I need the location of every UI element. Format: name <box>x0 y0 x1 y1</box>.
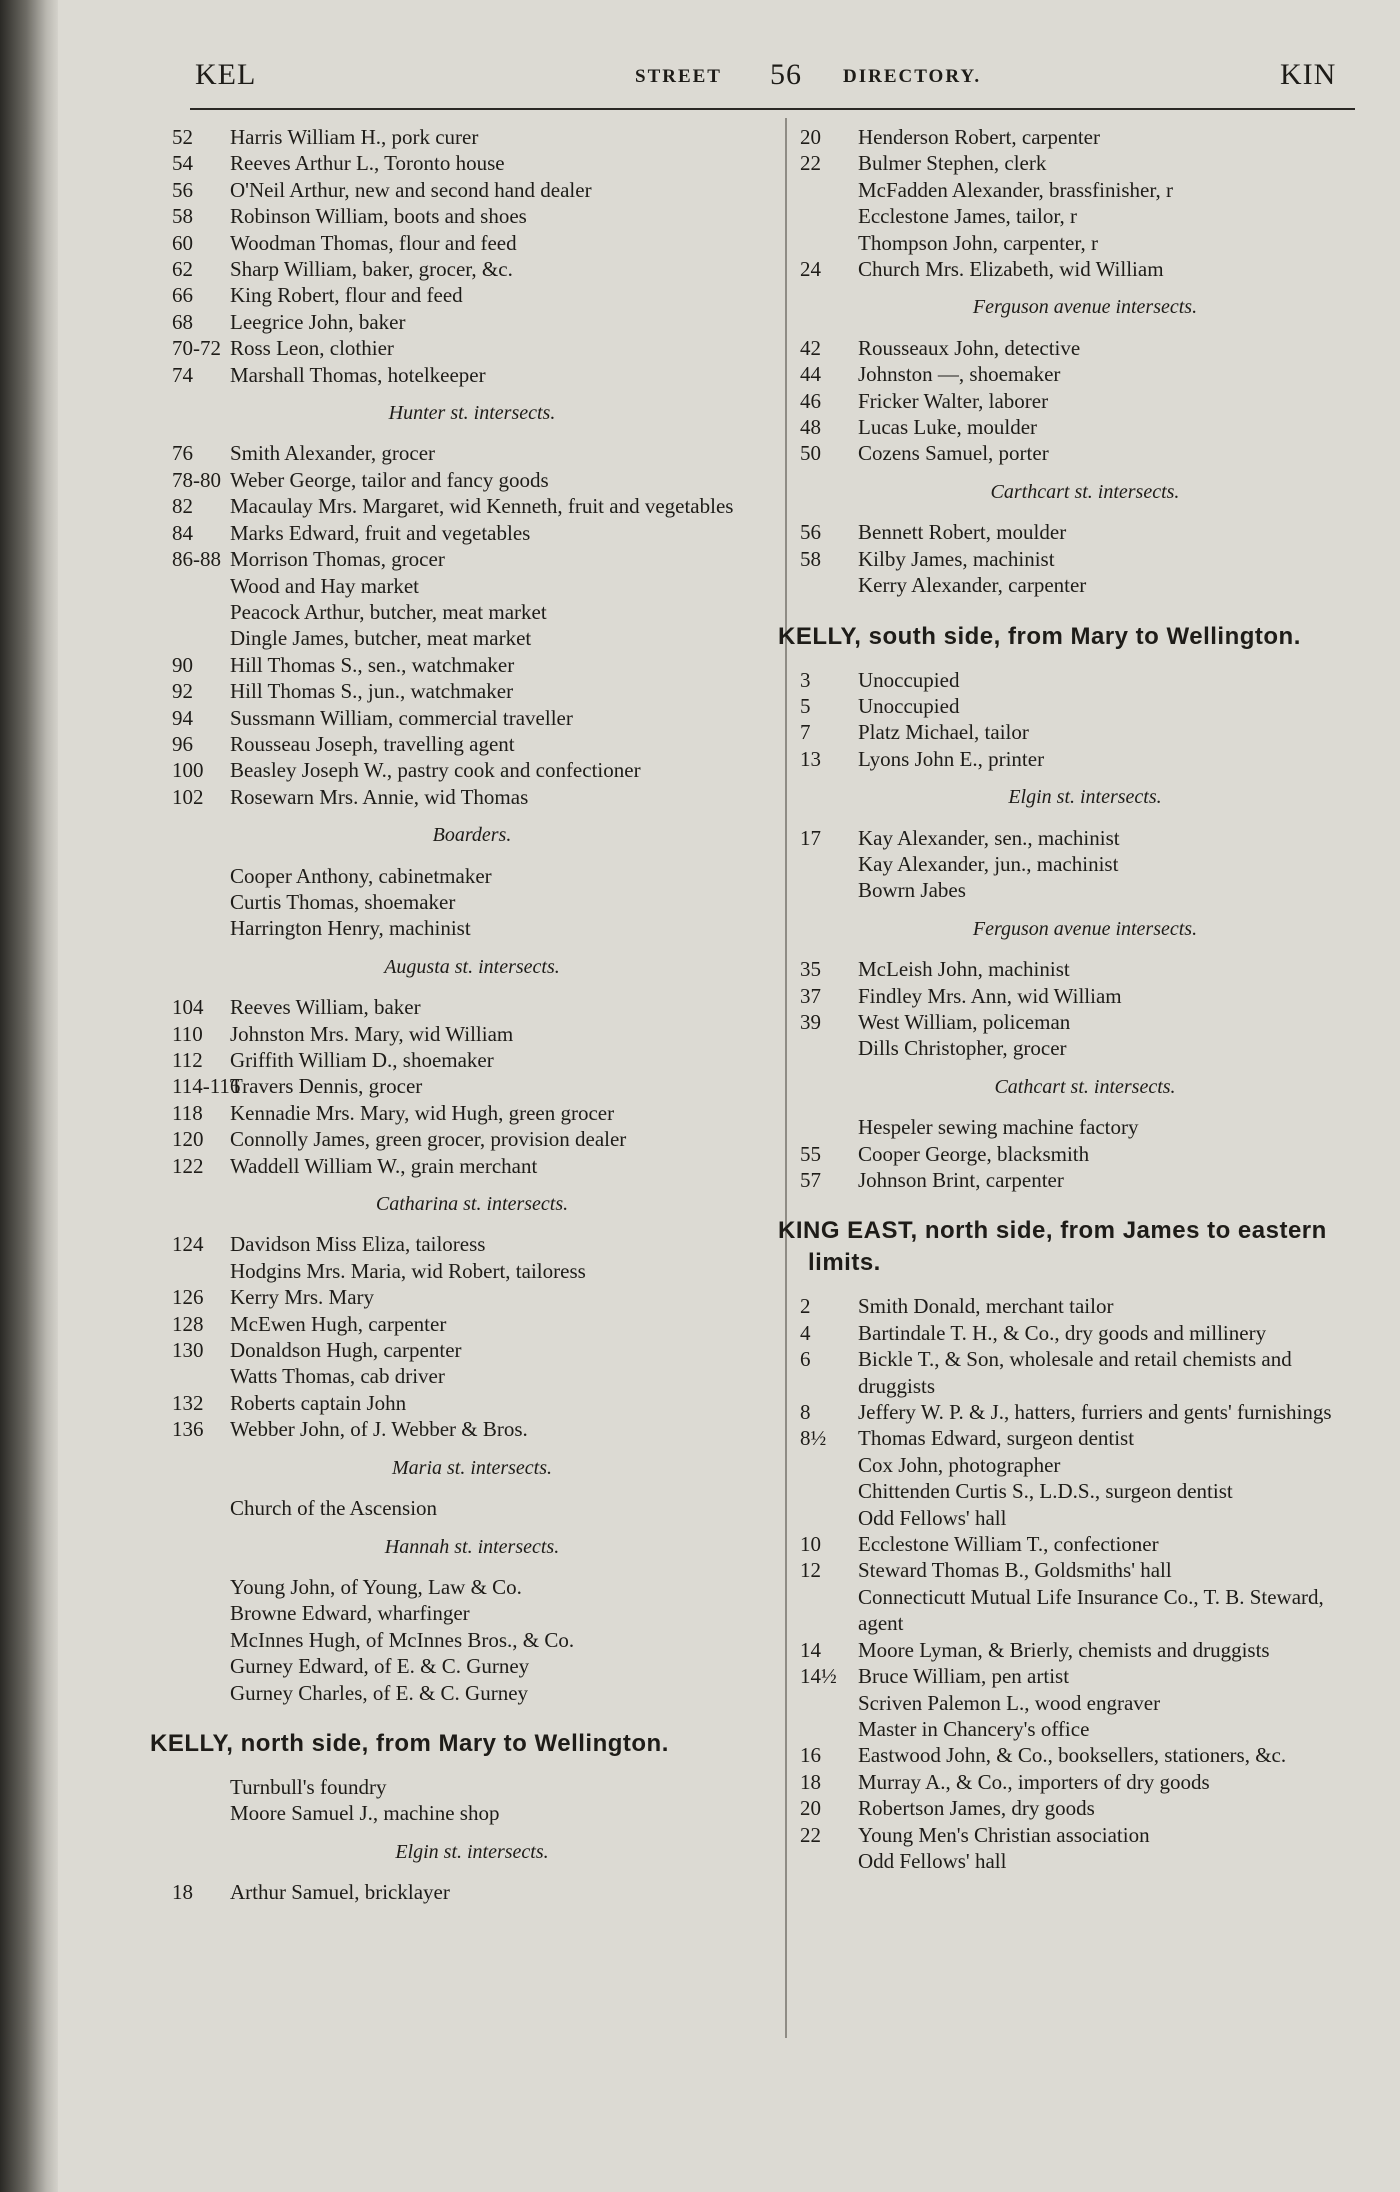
entry-text: Arthur Samuel, bricklayer <box>230 1880 450 1905</box>
page-number: 56 <box>770 58 802 91</box>
directory-entry <box>800 667 1370 693</box>
house-number: 18 <box>800 1769 821 1794</box>
directory-entry <box>172 1284 772 1310</box>
house-number: 54 <box>172 151 193 176</box>
entry-text: Cozens Samuel, porter <box>858 441 1049 466</box>
entry-text: Beasley Joseph W., pastry cook and confectioner <box>230 758 641 783</box>
entry-text: Chittenden Curtis S., L.D.S., surgeon dentist <box>858 1479 1233 1504</box>
entry-text: Rousseaux John, detective <box>858 335 1081 360</box>
house-number: 68 <box>172 309 193 334</box>
directory-entry <box>172 546 772 572</box>
house-number: 5 <box>800 693 811 718</box>
house-number: 78-80 <box>172 467 221 492</box>
directory-entry <box>172 1600 772 1626</box>
entry-text: Steward Thomas B., Goldsmiths' hall <box>858 1558 1172 1583</box>
directory-entry <box>800 1848 1370 1874</box>
entry-text: Bulmer Stephen, clerk <box>858 151 1047 176</box>
house-number: 4 <box>800 1320 811 1345</box>
directory-entry <box>172 652 772 678</box>
entry-text: Hill Thomas S., jun., watchmaker <box>230 679 514 704</box>
house-number: 92 <box>172 679 193 704</box>
directory-entry <box>800 825 1370 851</box>
directory-entry <box>172 520 772 546</box>
directory-entry <box>800 1769 1370 1795</box>
directory-entry <box>172 440 772 466</box>
entry-text: Dills Christopher, grocer <box>858 1036 1067 1061</box>
house-number: 102 <box>172 784 204 809</box>
entry-text: Gurney Charles, of E. & C. Gurney <box>230 1680 529 1705</box>
directory-entry <box>172 230 772 256</box>
entry-text: Reeves Arthur L., Toronto house <box>230 151 505 176</box>
entry-text: Waddell William W., grain merchant <box>230 1153 538 1178</box>
house-number: 50 <box>800 441 821 466</box>
cross-street-note: Maria st. intersects. <box>392 1456 552 1479</box>
entry-text: Odd Fellows' hall <box>858 1848 1007 1873</box>
entry-text: Leegrice John, baker <box>230 309 406 334</box>
entry-text: Scriven Palemon L., wood engraver <box>858 1690 1161 1715</box>
directory-entry <box>172 1879 772 1905</box>
house-number: 42 <box>800 335 821 360</box>
directory-entry <box>172 1680 772 1706</box>
entry-text: Wood and Hay market <box>230 573 419 598</box>
house-number: 22 <box>800 151 821 176</box>
directory-entry <box>800 983 1370 1009</box>
entry-text: Marks Edward, fruit and vegetables <box>230 520 531 545</box>
house-number: 22 <box>800 1822 821 1847</box>
house-number: 120 <box>172 1127 204 1152</box>
house-number: 18 <box>172 1880 193 1905</box>
directory-entry <box>172 705 772 731</box>
directory-entry <box>800 1141 1370 1167</box>
entry-text: Gurney Edward, of E. & C. Gurney <box>230 1654 530 1679</box>
entry-text: Master in Chancery's office <box>858 1716 1090 1741</box>
entry-text: McInnes Hugh, of McInnes Bros., & Co. <box>230 1627 575 1652</box>
directory-entry <box>800 414 1370 440</box>
directory-entry <box>172 256 772 282</box>
directory-entry <box>172 150 772 176</box>
house-number: 39 <box>800 1009 821 1034</box>
house-number: 58 <box>800 546 821 571</box>
house-number: 35 <box>800 957 821 982</box>
directory-entry <box>800 124 1370 150</box>
directory-entry <box>800 1637 1370 1663</box>
column-divider <box>785 118 787 2038</box>
directory-entry <box>800 203 1370 229</box>
house-number: 13 <box>800 746 821 771</box>
house-number: 7 <box>800 720 811 745</box>
house-number: 20 <box>800 125 821 149</box>
directory-entry <box>172 731 772 757</box>
directory-entry <box>172 1653 772 1679</box>
directory-entry <box>800 1346 1370 1399</box>
house-number: 37 <box>800 983 821 1008</box>
house-number: 66 <box>172 283 193 308</box>
entry-text: Roberts captain John <box>230 1390 407 1415</box>
house-number: 128 <box>172 1311 204 1336</box>
directory-entry <box>172 1390 772 1416</box>
entry-text: Morrison Thomas, grocer <box>230 547 445 572</box>
entry-text: Reeves William, baker <box>230 995 421 1020</box>
directory-entry <box>800 1009 1370 1035</box>
header-rule <box>190 108 1355 110</box>
entry-text: Weber George, tailor and fancy goods <box>230 467 549 492</box>
house-number: 76 <box>172 441 193 466</box>
entry-text: Murray A., & Co., importers of dry goods <box>858 1769 1210 1794</box>
entry-text: Watts Thomas, cab driver <box>230 1364 445 1389</box>
directory-entry <box>800 335 1370 361</box>
header-directory-label: DIRECTORY. <box>843 66 982 87</box>
street-heading: KING EAST, north side, from James to eastern limits. <box>778 1217 1327 1277</box>
entry-text: Smith Donald, merchant tailor <box>858 1294 1114 1319</box>
entry-text: Eastwood John, & Co., booksellers, stationers, &c. <box>858 1743 1287 1768</box>
house-number: 130 <box>172 1338 204 1363</box>
directory-entry <box>172 1047 772 1073</box>
house-number: 12 <box>800 1558 821 1583</box>
house-number: 124 <box>172 1232 204 1257</box>
directory-entry <box>800 519 1370 545</box>
entry-text: Kay Alexander, jun., machinist <box>858 851 1119 876</box>
entry-text: Johnston Mrs. Mary, wid William <box>230 1021 514 1046</box>
directory-entry <box>172 784 772 810</box>
directory-entry <box>800 1531 1370 1557</box>
directory-entry <box>172 309 772 335</box>
directory-entry <box>172 335 772 361</box>
house-number: 6 <box>800 1347 811 1372</box>
directory-entry <box>800 1320 1370 1346</box>
entry-text: Connolly James, green grocer, provision dealer <box>230 1127 627 1152</box>
entry-text: Young John, of Young, Law & Co. <box>230 1574 522 1599</box>
entry-text: Ecclestone William T., confectioner <box>858 1532 1159 1557</box>
directory-entry <box>172 1100 772 1126</box>
directory-entry <box>172 124 772 150</box>
directory-entry <box>172 362 772 388</box>
entry-text: Harrington Henry, machinist <box>230 916 471 941</box>
cross-street-note: Elgin st. intersects. <box>1008 786 1162 809</box>
cross-street-note: Cathcart st. intersects. <box>994 1075 1176 1098</box>
entry-text: Turnbull's foundry <box>230 1774 387 1799</box>
house-number: 46 <box>800 388 821 413</box>
entry-text: Unoccupied <box>858 667 960 692</box>
directory-entry <box>172 1495 772 1521</box>
house-number: 3 <box>800 667 811 692</box>
entry-text: Robinson William, boots and shoes <box>230 204 527 229</box>
house-number: 86-88 <box>172 547 221 572</box>
house-number: 14½ <box>800 1664 837 1689</box>
cross-street-note: Ferguson avenue intersects. <box>972 296 1198 319</box>
entry-text: Ross Leon, clothier <box>230 336 394 361</box>
house-number: 136 <box>172 1417 204 1442</box>
cross-street-note: Hunter st. intersects. <box>388 402 556 425</box>
house-number: 74 <box>172 362 193 387</box>
house-number: 16 <box>800 1743 821 1768</box>
directory-entry <box>172 1574 772 1600</box>
directory-entry <box>172 1231 772 1257</box>
directory-entry <box>800 1035 1370 1061</box>
entry-text: Smith Alexander, grocer <box>230 441 436 466</box>
entry-text: Lyons John E., printer <box>858 746 1045 771</box>
directory-entry <box>172 203 772 229</box>
house-number: 110 <box>172 1021 203 1046</box>
directory-entry <box>172 889 772 915</box>
entry-text: Davidson Miss Eliza, tailoress <box>230 1232 486 1257</box>
entry-text: West William, policeman <box>858 1009 1071 1034</box>
directory-entry <box>800 150 1370 176</box>
cross-street-note: Augusta st. intersects. <box>384 955 560 978</box>
directory-entry <box>172 1311 772 1337</box>
entry-text: Lucas Luke, moulder <box>858 415 1038 440</box>
directory-entry <box>172 493 772 519</box>
entry-text: Unoccupied <box>858 693 960 718</box>
directory-entry <box>800 1557 1370 1583</box>
entry-text: Webber John, of J. Webber & Bros. <box>230 1417 528 1442</box>
directory-entry <box>800 230 1370 256</box>
directory-entry <box>800 1663 1370 1689</box>
entry-text: Sharp William, baker, grocer, &c. <box>230 257 513 282</box>
directory-entry <box>800 546 1370 572</box>
entry-text: Hodgins Mrs. Maria, wid Robert, tailoress <box>230 1258 586 1283</box>
header-street-label: STREET <box>635 66 722 87</box>
entry-text: Thompson John, carpenter, r <box>858 230 1099 255</box>
house-number: 104 <box>172 995 204 1020</box>
house-number: 94 <box>172 705 193 730</box>
entry-text: Church of the Ascension <box>230 1496 438 1521</box>
house-number: 70-72 <box>172 336 221 361</box>
directory-entry <box>172 678 772 704</box>
directory-entry <box>172 994 772 1020</box>
house-number: 100 <box>172 758 204 783</box>
directory-entry <box>172 1073 772 1099</box>
entry-text: Johnston —, shoemaker <box>858 362 1061 387</box>
entry-text: Cooper Anthony, cabinetmaker <box>230 863 492 888</box>
entry-text: Kerry Alexander, carpenter <box>858 573 1087 598</box>
entry-text: Hill Thomas S., sen., watchmaker <box>230 652 515 677</box>
entry-text: Connecticutt Mutual Life Insurance Co., T. B. Steward, agent <box>858 1584 1324 1636</box>
house-number: 132 <box>172 1390 204 1415</box>
street-heading: KELLY, south side, from Mary to Wellington. <box>778 622 1301 650</box>
directory-entry <box>800 1584 1370 1637</box>
directory-entry <box>800 1114 1370 1140</box>
directory-entry <box>172 177 772 203</box>
directory-entry <box>800 361 1370 387</box>
street-heading: KELLY, north side, from Mary to Wellington. <box>150 1729 669 1757</box>
entry-text: Findley Mrs. Ann, wid William <box>858 983 1122 1008</box>
entry-text: Peacock Arthur, butcher, meat market <box>230 599 547 624</box>
entry-text: Dingle James, butcher, meat market <box>230 626 532 651</box>
house-number: 52 <box>172 125 193 149</box>
entry-text: Kerry Mrs. Mary <box>230 1285 375 1310</box>
directory-entry <box>800 388 1370 414</box>
entry-text: Donaldson Hugh, carpenter <box>230 1338 462 1363</box>
directory-entry <box>800 440 1370 466</box>
house-number: 48 <box>800 415 821 440</box>
directory-entry <box>172 467 772 493</box>
directory-entry <box>800 1505 1370 1531</box>
directory-entry <box>800 256 1370 282</box>
entry-text: Curtis Thomas, shoemaker <box>230 889 456 914</box>
cross-street-note: Hannah st. intersects. <box>384 1535 560 1558</box>
entry-text: Church Mrs. Elizabeth, wid William <box>858 257 1164 282</box>
entry-text: Bruce William, pen artist <box>858 1664 1070 1689</box>
entry-text: O'Neil Arthur, new and second hand dealer <box>230 177 592 202</box>
directory-entry <box>800 1478 1370 1504</box>
entry-text: Thomas Edward, surgeon dentist <box>858 1426 1135 1451</box>
entry-text: Cooper George, blacksmith <box>858 1141 1090 1166</box>
entry-text: Robertson James, dry goods <box>858 1796 1095 1821</box>
entry-text: Moore Samuel J., machine shop <box>230 1801 500 1826</box>
directory-entry <box>172 1774 772 1800</box>
entry-text: Kay Alexander, sen., machinist <box>858 825 1120 850</box>
entry-text: Johnson Brint, carpenter <box>858 1168 1064 1192</box>
cross-street-note: Elgin st. intersects. <box>395 1840 549 1863</box>
house-number: 24 <box>800 257 821 282</box>
book-spine-shadow <box>0 0 58 2192</box>
entry-text: McFadden Alexander, brassfinisher, r <box>858 177 1173 202</box>
house-number: 122 <box>172 1153 204 1178</box>
entry-text: Bartindale T. H., & Co., dry goods and millinery <box>858 1320 1267 1345</box>
house-number: 44 <box>800 362 821 387</box>
directory-entry <box>800 572 1370 598</box>
entry-text: Rosewarn Mrs. Annie, wid Thomas <box>230 784 529 809</box>
entry-text: Cox John, photographer <box>858 1452 1061 1477</box>
house-number: 20 <box>800 1796 821 1821</box>
house-number: 60 <box>172 230 193 255</box>
directory-entry <box>800 1452 1370 1478</box>
entry-text: Odd Fellows' hall <box>858 1505 1007 1530</box>
entry-text: Fricker Walter, laborer <box>858 388 1049 413</box>
entry-text: Young Men's Christian association <box>858 1822 1150 1847</box>
directory-entry <box>800 1399 1370 1425</box>
entry-text: McEwen Hugh, carpenter <box>230 1311 447 1336</box>
directory-entry <box>172 757 772 783</box>
house-number: 82 <box>172 494 193 519</box>
entry-text: Travers Dennis, grocer <box>230 1074 423 1099</box>
directory-entry <box>172 1416 772 1442</box>
entry-text: Bowrn Jabes <box>858 878 966 903</box>
house-number: 118 <box>172 1100 203 1125</box>
entry-text: King Robert, flour and feed <box>230 283 463 308</box>
directory-entry <box>172 863 772 889</box>
directory-entry <box>172 282 772 308</box>
house-number: 2 <box>800 1294 811 1319</box>
entry-text: Kilby James, machinist <box>858 546 1055 571</box>
right-column <box>778 124 1370 1874</box>
entry-text: Rousseau Joseph, travelling agent <box>230 731 515 756</box>
directory-entry <box>172 1800 772 1826</box>
directory-entry <box>172 573 772 599</box>
directory-entry <box>800 1795 1370 1821</box>
directory-entry <box>172 1337 772 1363</box>
directory-entry <box>800 877 1370 903</box>
left-column <box>150 124 772 1906</box>
house-number: 84 <box>172 520 193 545</box>
entry-text: Browne Edward, wharfinger <box>230 1601 470 1626</box>
house-number: 17 <box>800 825 821 850</box>
house-number: 96 <box>172 731 193 756</box>
cross-street-note: Ferguson avenue intersects. <box>972 917 1198 940</box>
house-number: 14 <box>800 1637 821 1662</box>
house-number: 55 <box>800 1141 821 1166</box>
directory-entry <box>172 1363 772 1389</box>
house-number: 112 <box>172 1048 203 1072</box>
entry-text: Moore Lyman, & Brierly, chemists and druggists <box>858 1637 1270 1662</box>
directory-entry <box>800 1425 1370 1451</box>
directory-entry <box>172 1153 772 1179</box>
entry-text: Sussmann William, commercial traveller <box>230 705 573 730</box>
entry-text: Harris William H., pork curer <box>230 125 479 149</box>
directory-entry <box>800 1716 1370 1742</box>
cross-street-note: Carthcart st. intersects. <box>990 480 1180 503</box>
header-left-guide-word: KEL <box>195 58 257 91</box>
entry-text: Platz Michael, tailor <box>858 720 1029 745</box>
entry-text: Woodman Thomas, flour and feed <box>230 230 517 255</box>
directory-entry <box>172 915 772 941</box>
directory-entry <box>800 746 1370 772</box>
house-number: 126 <box>172 1285 204 1310</box>
house-number: 62 <box>172 257 193 282</box>
house-number: 10 <box>800 1532 821 1557</box>
directory-entry <box>172 625 772 651</box>
entry-text: Bickle T., & Son, wholesale and retail chemists and druggists <box>858 1347 1292 1398</box>
house-number: 8½ <box>800 1426 827 1451</box>
directory-entry <box>800 1742 1370 1768</box>
directory-entry <box>172 1258 772 1284</box>
directory-entry <box>800 956 1370 982</box>
directory-entry <box>800 177 1370 203</box>
directory-entry <box>800 1167 1370 1193</box>
directory-entry <box>800 851 1370 877</box>
entry-text: Marshall Thomas, hotelkeeper <box>230 362 486 387</box>
directory-entry <box>800 1822 1370 1848</box>
directory-entry <box>800 693 1370 719</box>
entry-text: Henderson Robert, carpenter <box>858 125 1100 149</box>
page-header <box>195 58 1355 108</box>
directory-entry <box>172 1021 772 1047</box>
entry-text: Jeffery W. P. & J., hatters, furriers and gents' furnishings <box>858 1400 1332 1425</box>
entry-text: Griffith William D., shoemaker <box>230 1048 494 1072</box>
entry-text: Kennadie Mrs. Mary, wid Hugh, green grocer <box>230 1100 615 1125</box>
cross-street-note: Catharina st. intersects. <box>375 1193 569 1216</box>
directory-entry <box>172 1126 772 1152</box>
house-number: 90 <box>172 652 193 677</box>
entry-text: Macaulay Mrs. Margaret, wid Kenneth, fruit and vegetables <box>230 494 734 519</box>
directory-entry <box>172 599 772 625</box>
directory-entry <box>800 1690 1370 1716</box>
house-number: 58 <box>172 204 193 229</box>
directory-entry <box>172 1627 772 1653</box>
house-number: 8 <box>800 1400 811 1425</box>
entry-text: Ecclestone James, tailor, r <box>858 204 1077 229</box>
entry-text: Hespeler sewing machine factory <box>858 1115 1139 1140</box>
header-right-guide-word: KIN <box>1280 58 1337 91</box>
cross-street-note: Boarders. <box>432 824 512 847</box>
directory-entry <box>800 719 1370 745</box>
directory-entry <box>800 1293 1370 1319</box>
entry-text: Bennett Robert, moulder <box>858 520 1067 545</box>
house-number: 56 <box>172 177 193 202</box>
house-number: 56 <box>800 520 821 545</box>
house-number: 57 <box>800 1168 821 1192</box>
entry-text: McLeish John, machinist <box>858 957 1070 982</box>
house-number: 114-116 <box>172 1074 241 1099</box>
